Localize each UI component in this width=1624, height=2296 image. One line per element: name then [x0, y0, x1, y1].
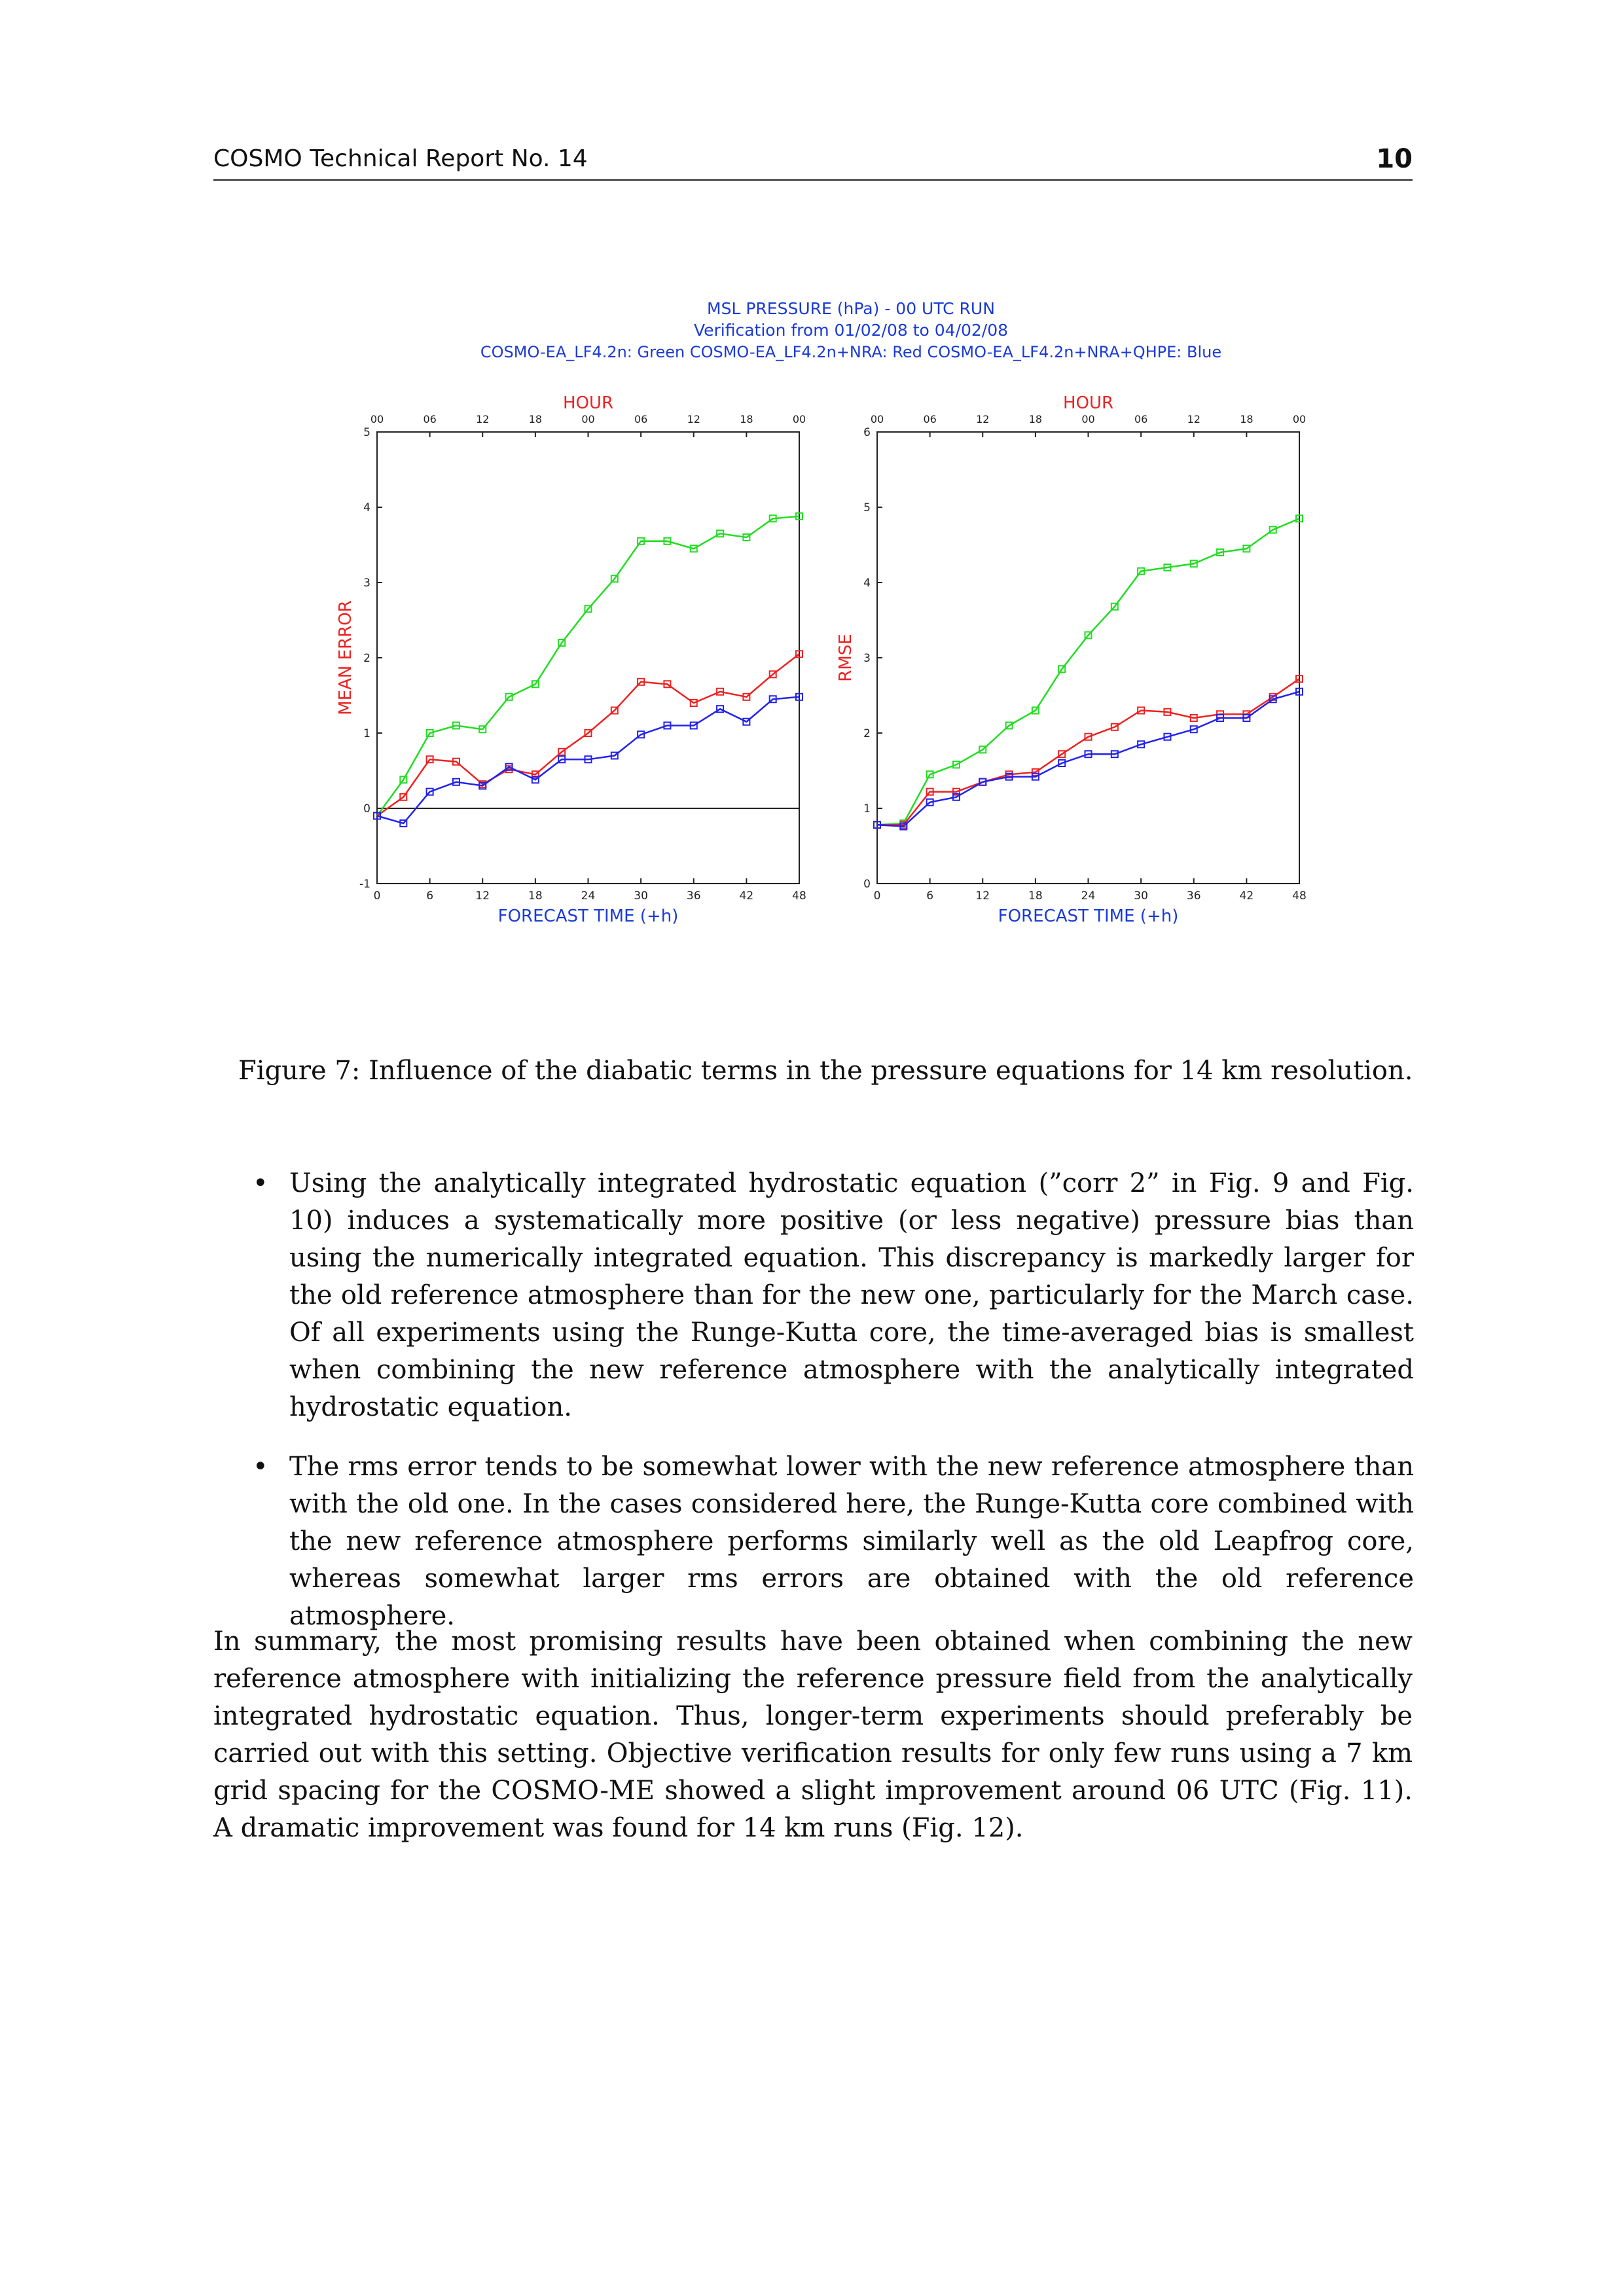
- y-tick-label: 5: [363, 426, 370, 439]
- y-tick-label: -1: [359, 878, 370, 891]
- y-tick-label: 2: [863, 727, 871, 740]
- series-line-green: [877, 518, 1299, 825]
- top-tick-label: 06: [423, 413, 437, 425]
- plot-frame: [377, 432, 799, 884]
- top-tick-label: 00: [370, 413, 384, 425]
- x-tick-label: 18: [1028, 889, 1043, 903]
- top-tick-label: 06: [634, 413, 648, 425]
- y-axis-title: MEAN ERROR: [336, 600, 355, 715]
- x-axis-title: FORECAST TIME (+h): [998, 906, 1179, 926]
- x-tick-label: 0: [873, 889, 881, 903]
- y-tick-label: 2: [363, 652, 370, 665]
- top-tick-label: 00: [792, 413, 806, 425]
- top-tick-label: 12: [1187, 413, 1200, 425]
- figure-caption: Figure 7: Influence of the diabatic terms in the pressure equations for 14 km resolution.: [238, 1056, 1413, 1086]
- x-tick-label: 36: [1186, 889, 1201, 903]
- top-tick-label: 18: [740, 413, 753, 425]
- figure-title-line-3: COSMO-EA_LF4.2n: Green COSMO-EA_LF4.2n+NRA: Red COSMO-EA_LF4.2n+NRA+QHPE: Blue: [480, 343, 1222, 361]
- top-tick-label: 18: [1240, 413, 1254, 425]
- plot-frame: [877, 432, 1299, 884]
- top-tick-label: 06: [923, 413, 937, 425]
- figure-7-plots: [327, 295, 1335, 936]
- x-tick-label: 42: [1239, 889, 1254, 903]
- y-axis-title: RMSE: [836, 634, 856, 682]
- y-tick-label: 6: [863, 426, 871, 439]
- top-tick-label: 06: [1134, 413, 1148, 425]
- top-tick-label: 18: [1028, 413, 1043, 425]
- y-tick-label: 1: [363, 727, 370, 740]
- rmse-panel: [836, 393, 1307, 926]
- x-tick-label: 30: [1134, 889, 1148, 903]
- series-line-green: [377, 516, 799, 816]
- x-tick-label: 24: [581, 889, 596, 903]
- figure-title-line-1: MSL PRESSURE (hPa) - 00 UTC RUN: [707, 299, 995, 318]
- page-number: 10: [1376, 144, 1413, 174]
- top-tick-label: 12: [687, 413, 700, 425]
- y-tick-label: 3: [363, 577, 370, 590]
- y-tick-label: 3: [863, 652, 871, 665]
- top-tick-label: 00: [581, 413, 595, 425]
- x-tick-label: 6: [926, 889, 934, 903]
- y-tick-label: 4: [363, 501, 370, 514]
- mean-error-panel: [336, 393, 806, 926]
- series-line-blue: [877, 692, 1299, 827]
- top-tick-label: 12: [976, 413, 990, 425]
- figure-7: [327, 295, 1335, 936]
- bullet-symbol: •: [253, 1168, 268, 1198]
- x-tick-label: 12: [475, 889, 490, 903]
- y-tick-label: 4: [863, 577, 871, 590]
- figure-title-line-2: Verification from 01/02/08 to 04/02/08: [693, 321, 1009, 340]
- x-tick-label: 30: [634, 889, 648, 903]
- x-tick-label: 24: [1081, 889, 1096, 903]
- y-tick-label: 5: [863, 501, 871, 514]
- bullet-list: [236, 1165, 1414, 1657]
- x-tick-label: 12: [975, 889, 990, 903]
- y-tick-label: 0: [363, 802, 370, 816]
- top-axis-label: HOUR: [1062, 393, 1114, 413]
- x-tick-label: 48: [1292, 889, 1307, 903]
- series-line-red: [377, 654, 799, 816]
- x-axis-title: FORECAST TIME (+h): [497, 906, 679, 926]
- x-tick-label: 42: [739, 889, 754, 903]
- top-tick-label: 18: [528, 413, 543, 425]
- y-tick-label: 1: [863, 802, 871, 816]
- report-title: COSMO Technical Report No. 14: [213, 145, 588, 172]
- bullet-item: [236, 1165, 1414, 1426]
- running-header: [213, 145, 1413, 181]
- bullet-text: Using the analytically integrated hydrostatic equation (”corr 2” in Fig. 9 and Fig. 10) induces a systematically more positive (or less negative) pressure bias than using the numerically integrated equation. This discrepancy is markedly larger for the old reference atmosphere than for the new one, particularly for the March case. Of all experiments using the Runge-Kutta core, the time-averaged bias is smallest when combining the new reference atmosphere with the analytically integrated hydrostatic equation.: [289, 1168, 1414, 1422]
- y-tick-label: 0: [863, 878, 871, 891]
- summary-paragraph: In summary, the most promising results have been obtained when combining the new reference atmosphere with initializing the reference pressure field from the analytically integrated hydrostatic equation. Thus, longer-term experiments should preferably be carried out with this setting. Objective verification results for only few runs using a 7 km grid spacing for the COSMO-ME showed a slight improvement around 06 UTC (Fig. 11). A dramatic improvement was found for 14 km runs (Fig. 12).: [213, 1626, 1413, 1843]
- x-tick-label: 48: [792, 889, 806, 903]
- x-tick-label: 0: [373, 889, 381, 903]
- bullet-symbol: •: [253, 1452, 268, 1482]
- top-axis-label: HOUR: [562, 393, 614, 413]
- x-tick-label: 36: [686, 889, 701, 903]
- x-tick-label: 18: [528, 889, 543, 903]
- bullet-text: The rms error tends to be somewhat lower with the new reference atmosphere than with the old one. In the cases considered here, the Runge-Kutta core combined with the new reference atmosphere performs similarly well as the old Leapfrog core, whereas somewhat larger rms errors are obtained with the old reference atmosphere.: [289, 1452, 1414, 1631]
- x-tick-label: 6: [426, 889, 434, 903]
- series-line-red: [877, 679, 1299, 825]
- top-tick-label: 12: [476, 413, 490, 425]
- top-tick-label: 00: [870, 413, 884, 425]
- top-tick-label: 00: [1292, 413, 1307, 425]
- top-tick-label: 00: [1081, 413, 1095, 425]
- bullet-item: [236, 1448, 1414, 1635]
